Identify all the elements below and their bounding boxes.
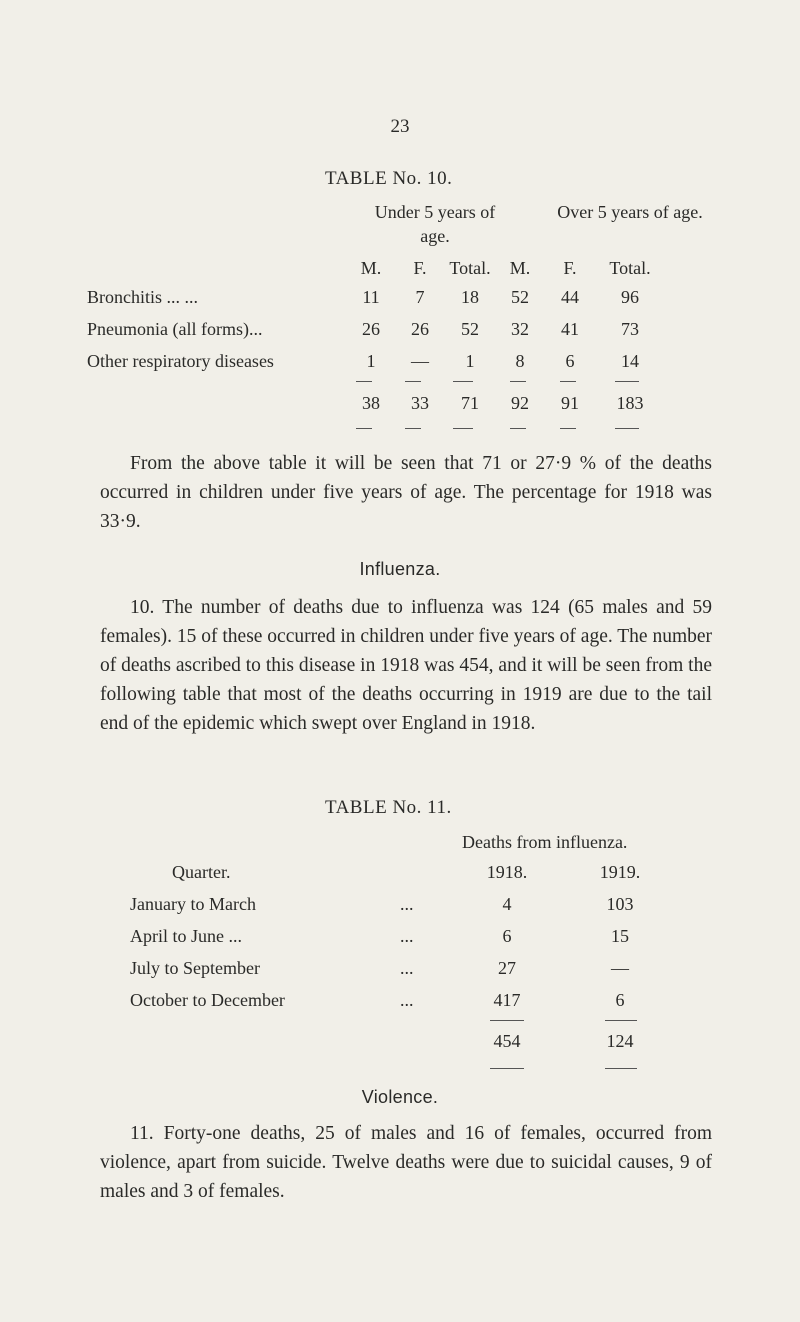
rule-mark: [490, 1020, 524, 1021]
col-header-f-under: F.: [413, 258, 427, 278]
rule-mark: [490, 1068, 524, 1069]
page-number: 23: [390, 116, 410, 137]
table-cell: 52: [511, 287, 529, 307]
table-row-label: January to March: [130, 894, 256, 914]
rule-mark: [356, 381, 372, 382]
leader-dots: ...: [400, 958, 414, 978]
table-cell: 26: [411, 319, 429, 339]
table-total-cell: 33: [411, 393, 429, 413]
rule-mark: [605, 1020, 637, 1021]
table-cell: —: [611, 958, 629, 978]
table-cell: 27: [498, 958, 516, 978]
table-cell: 1: [465, 351, 475, 371]
table-cell: 103: [606, 894, 634, 914]
table-row-label: Other respiratory diseases: [87, 351, 274, 371]
table-11-title: TABLE No. 11.: [325, 797, 452, 818]
table-total-cell: 71: [461, 393, 479, 413]
table-row-label: July to September: [130, 958, 260, 978]
table-total-cell: 91: [561, 393, 579, 413]
leader-dots: ...: [400, 990, 414, 1010]
section-heading-violence: Violence.: [361, 1087, 439, 1107]
rule-mark: [510, 428, 526, 429]
rule-mark: [356, 428, 372, 429]
table-row-label: April to June ...: [130, 926, 242, 946]
table-cell: 52: [461, 319, 479, 339]
table-total-cell: 183: [616, 393, 644, 413]
table-cell: 8: [515, 351, 525, 371]
rule-mark: [453, 381, 473, 382]
table-cell: 96: [621, 287, 639, 307]
col-header-f-over: F.: [563, 258, 577, 278]
paragraph-table10-summary: From the above table it will be seen that 71 or 27·9 % of the deaths occurred in children under five years of age. The percentage for 1918 was 33·9.: [100, 453, 712, 532]
col-header-total-over: Total.: [609, 258, 651, 278]
table-cell: 32: [511, 319, 529, 339]
table-cell: 15: [611, 926, 629, 946]
col-header-total-under: Total.: [449, 258, 491, 278]
table-total-cell: 454: [493, 1031, 521, 1051]
table-cell: —: [411, 351, 429, 371]
leader-dots: ...: [400, 894, 414, 914]
section-heading-influenza: Influenza.: [359, 559, 441, 579]
table-cell: 73: [621, 319, 639, 339]
table-11-quarter-header: Quarter.: [172, 862, 231, 882]
rule-mark: [615, 428, 639, 429]
table-10-over5-header: Over 5 years of age.: [557, 202, 703, 222]
rule-mark: [405, 428, 421, 429]
table-total-cell: 38: [362, 393, 380, 413]
table-cell: 1: [366, 351, 376, 371]
table-cell: 14: [621, 351, 639, 371]
table-cell: 4: [502, 894, 512, 914]
rule-mark: [605, 1068, 637, 1069]
col-header-m-under: M.: [360, 258, 382, 278]
rule-mark: [510, 381, 526, 382]
table-total-cell: 92: [511, 393, 529, 413]
table-row-label: Pneumonia (all forms)...: [87, 319, 263, 339]
table-11-year-1918-header: 1918.: [486, 862, 528, 882]
rule-mark: [615, 381, 639, 382]
paragraph-violence: 11. Forty-one deaths, 25 of males and 16 of females, occurred from violence, apart from suicide. Twelve deaths were due to suicidal causes, 9 of males and 3 of females.: [100, 1123, 712, 1202]
table-cell: 6: [615, 990, 625, 1010]
rule-mark: [405, 381, 421, 382]
table-cell: 417: [493, 990, 521, 1010]
table-cell: 7: [415, 287, 425, 307]
leader-dots: ...: [400, 926, 414, 946]
table-cell: 44: [561, 287, 579, 307]
rule-mark: [560, 428, 576, 429]
table-row-label: October to December: [130, 990, 285, 1010]
table-cell: 18: [461, 287, 479, 307]
rule-mark: [453, 428, 473, 429]
table-cell: 26: [362, 319, 380, 339]
table-row-label: Bronchitis ... ...: [87, 287, 198, 307]
table-cell: 11: [362, 287, 380, 307]
table-total-cell: 124: [606, 1031, 634, 1051]
table-cell: 6: [502, 926, 512, 946]
table-cell: 6: [565, 351, 575, 371]
table-10-under5-header: Under 5 years of age.: [374, 202, 496, 246]
paragraph-influenza: 10. The number of deaths due to influenza was 124 (65 males and 59 females). 15 of these occurred in children under five years of age. The number of deaths ascribed to this disease in 1918 was 454, and it will be seen from the following table that most of the deaths occurring in 1919 are due to the tail end of the epidemic which swept over England in 1918.: [100, 597, 713, 734]
table-11-year-1919-header: 1919.: [599, 862, 641, 882]
table-11-group-header: Deaths from influenza.: [462, 832, 628, 852]
rule-mark: [560, 381, 576, 382]
col-header-m-over: M.: [509, 258, 531, 278]
table-cell: 41: [561, 319, 579, 339]
table-10-title: TABLE No. 10.: [325, 168, 453, 189]
